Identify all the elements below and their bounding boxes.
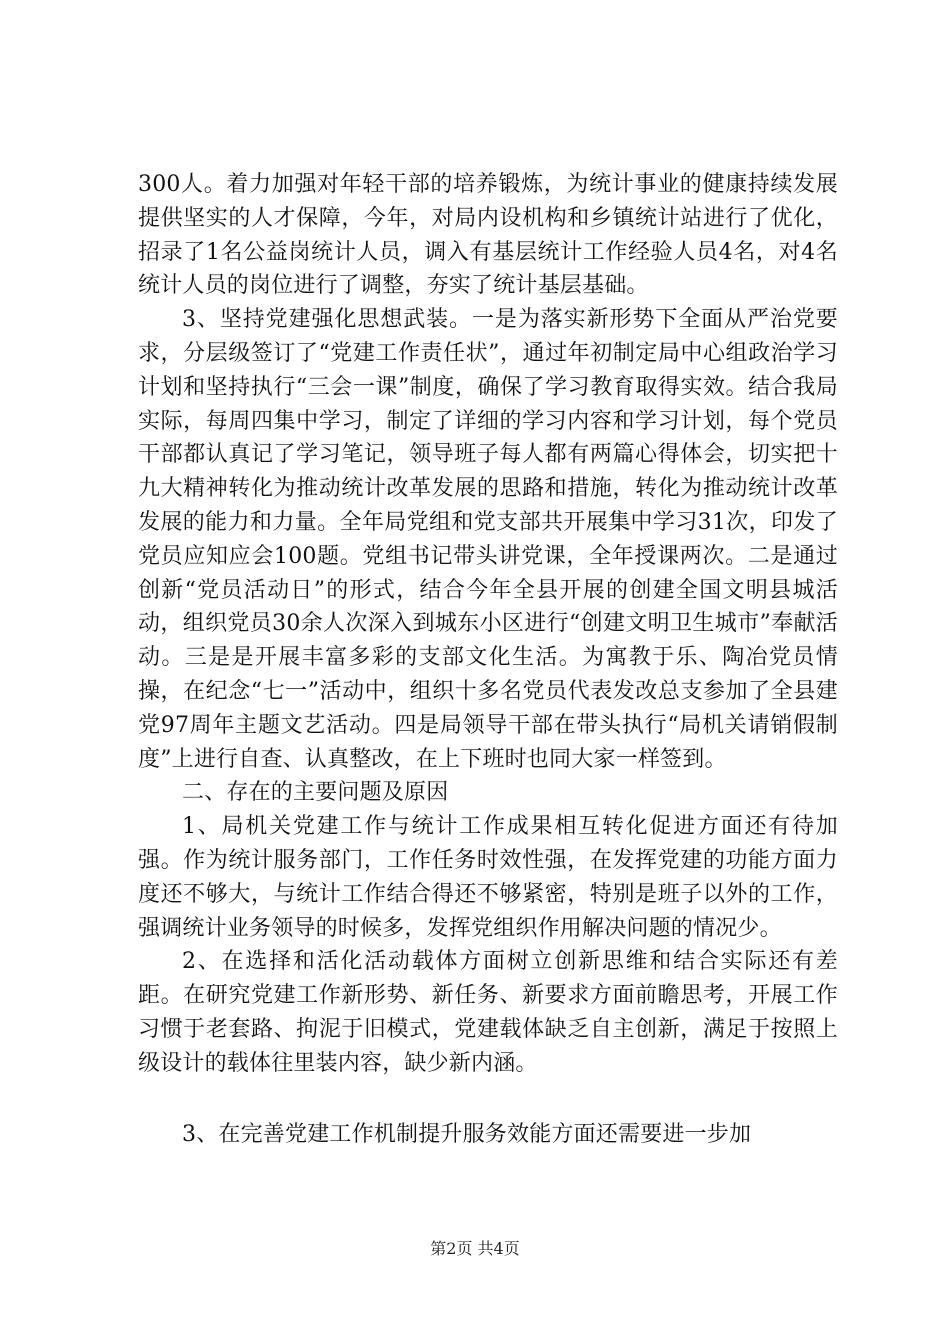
paragraph-problem-3: 3、在完善党建工作机制提升服务效能方面还需要进一步加 bbox=[182, 1121, 752, 1147]
section-heading-problems: 二、存在的主要问题及原因 bbox=[182, 780, 449, 806]
paragraph-party-building: 3、坚持党建强化思想武装。一是为落实新形势下全面从严治党要求，分层级签订了“党建工作责任状”，通过年初制定局中心组政治学习计划和坚持执行“三会一课”制度，确保了学习教育取得实效。结合我局实际，每周四集中学习，制定了详细的学习内容和学习计划，每个党员干部都认真记了学习笔记，领导班子每人都有两篇心得体会，切实把十九大精神转化为推动统计改革发展的思路和措施，转化为推动统计改革发展的能力和力量。全年局党组和党支部共开展集中学习31次，印发了党员应知应会100题。党组书记带头讲党课，全年授课两次。二是通过创新“党员活动日”的形式，结合今年全县开展的创建全国文明县城活动，组织党员30余人次深入到城东小区进行“创建文明卫生城市”奉献活动。三是是开展丰富多彩的支部文化生活。为寓教于乐、陶冶党员情操，在纪念“七一”活动中，组织十多名党员代表发改总支参加了全县建党97周年主题文艺活动。四是局领导干部在带头执行“局机关请销假制度”上进行自查、认真整改，在上下班时也同大家一样签到。 bbox=[138, 307, 838, 772]
page-footer bbox=[0, 1236, 950, 1259]
paragraph-continuation: 300人。着力加强对年轻干部的培养锻炼，为统计事业的健康持续发展提供坚实的人才保障，今年，对局内设机构和乡镇统计站进行了优化，招录了1名公益岗统计人员，调入有基层统计工作经验人员4名，对4名统计人员的岗位进行了调整，夯实了统计基层基础。 bbox=[138, 172, 838, 299]
paragraph-problem-2: 2、在选择和活化活动载体方面树立创新思维和结合实际还有差距。在研究党建工作新形势、新任务、新要求方面前瞻思考，开展工作习惯于老套路、拘泥于旧模式，党建载体缺乏自主创新，满足于按照上级设计的载体往里装内容，缺少新内涵。 bbox=[138, 949, 838, 1076]
paragraph-problem-1: 1、局机关党建工作与统计工作成果相互转化促进方面还有待加强。作为统计服务部门，工作任务时效性强，在发挥党建的功能方面力度还不够大，与统计工作结合得还不够紧密，特别是班子以外的工作，强调统计业务领导的时候多，发挥党组织作用解决问题的情况少。 bbox=[138, 814, 838, 941]
page-number-label: 第2页 共4页 bbox=[430, 1239, 520, 1258]
document-body bbox=[138, 168, 838, 1151]
